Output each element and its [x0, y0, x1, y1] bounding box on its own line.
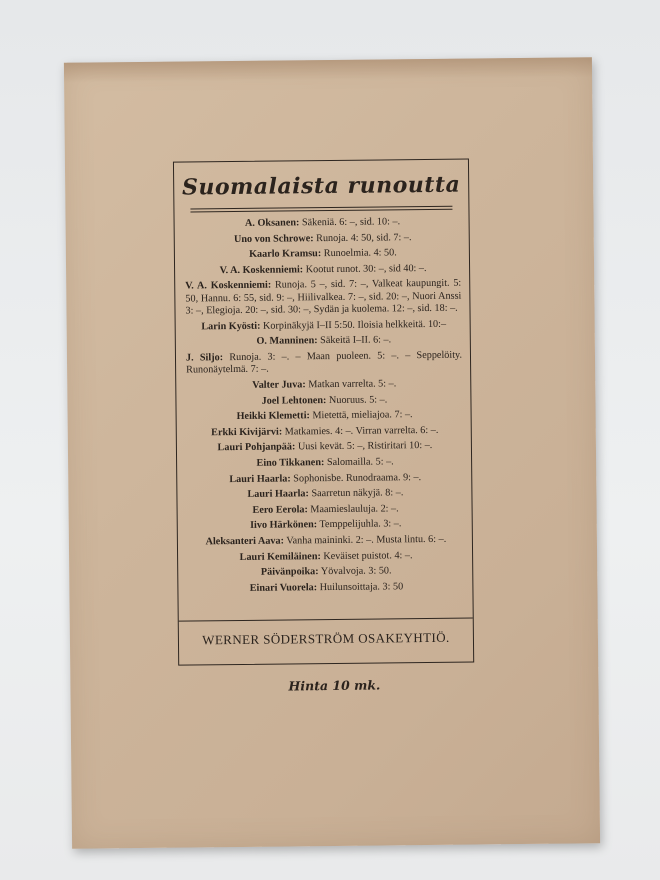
entry-author: Einari Vuorela: — [249, 581, 318, 594]
book-back-cover — [64, 57, 600, 848]
entry-titles: Mietettä, mieliajoa. 7: –. — [312, 409, 413, 422]
entry-titles: Runoelmia. 4: 50. — [323, 247, 397, 260]
entry-author: A. Oksanen: — [244, 217, 300, 229]
entry-titles: Huilunsoittaja. 3: 50 — [319, 580, 404, 593]
entry-author: Uno von Schrowe: — [233, 232, 314, 245]
entry-titles: Sophonisbe. Runodraama. 9: –. — [293, 471, 422, 484]
advertisement-panel — [173, 159, 474, 666]
entry-titles: Uusi kevät. 5: –, Ristiritari 10: –. — [297, 440, 433, 453]
book-entry — [187, 409, 463, 424]
book-entry — [185, 278, 461, 318]
entry-author: Heikki Klemetti: — [236, 410, 310, 423]
entry-author: Erkki Kivijärvi: — [211, 426, 283, 439]
book-entry — [188, 518, 464, 533]
entry-author: Lauri Haarla: — [247, 488, 309, 501]
entry-titles: Säkeniä. 6: –, sid. 10: –. — [301, 216, 401, 229]
book-entry — [185, 216, 461, 231]
book-entry — [186, 393, 462, 408]
book-entry — [188, 534, 464, 549]
book-entry — [186, 378, 462, 393]
book-entry — [186, 318, 462, 333]
book-entry — [187, 487, 463, 502]
book-list — [185, 216, 465, 599]
entry-titles: Vanha maininki. 2: –. Musta lintu. 6: –. — [286, 533, 447, 547]
entry-titles: Matkamies. 4: –. Virran varrelta. 6: –. — [284, 424, 439, 438]
entry-titles: Kootut runot. 30: –, sid 40: –. — [305, 262, 427, 276]
entry-titles: Saarretun näkyjä. 8: –. — [311, 487, 404, 500]
entry-author: Lauri Haarla: — [229, 472, 291, 485]
book-entry — [186, 334, 462, 349]
entry-titles: Säkeitä I–II. 6: –. — [320, 334, 392, 347]
book-entry — [187, 471, 463, 486]
book-entry — [185, 247, 461, 262]
book-entry — [185, 262, 461, 277]
book-entry — [187, 424, 463, 439]
entry-titles: Korpinäkyjä I–II 5:50. Iloisia helkkeitä. 10:– — [262, 318, 447, 332]
entry-author: Joel Lehtonen: — [261, 394, 327, 407]
publisher-name: WERNER SÖDERSTRÖM OSAKEYHTIÖ. — [202, 629, 450, 648]
price-label: Hinta 10 mk. — [288, 677, 381, 694]
entry-author: O. Manninen: — [256, 335, 318, 348]
entry-author: Eero Eerola: — [252, 503, 308, 516]
book-entry — [186, 350, 462, 378]
entry-titles: Matkan varrelta. 5: –. — [308, 378, 397, 391]
title-rule-bottom — [190, 209, 452, 213]
entry-author: J. Siljo: — [185, 352, 224, 364]
entry-titles: Keväiset puistot. 4: –. — [323, 549, 413, 562]
entry-titles: Maamieslauluja. 2: –. — [310, 503, 399, 515]
entry-author: V. A. Koskenniemi: — [219, 264, 304, 276]
entry-titles: Salomailla. 5: –. — [326, 456, 394, 468]
entry-titles: Temppelijuhla. 3: –. — [319, 518, 402, 531]
book-entry — [187, 440, 463, 455]
footer-rule — [179, 618, 473, 622]
entry-author: Lauri Pohjanpää: — [217, 441, 296, 454]
book-entry — [187, 456, 463, 471]
book-entry — [188, 565, 464, 580]
entry-titles: Yövalvoja. 3: 50. — [320, 565, 392, 578]
entry-author: Eino Tikkanen: — [256, 457, 325, 469]
entry-author: Kaarlo Kramsu: — [249, 248, 322, 261]
panel-title: Suomalaista runoutta — [181, 171, 461, 201]
entry-author: Larin Kyösti: — [201, 320, 261, 333]
entry-titles: Runoja. 5 –, sid. 7: –, Valkeat kaupungit. 5: 50, Hannu. 6: 55, sid. 9: –, Hiilivalkea. 7: –, sid. 20: –, Nuori Anssi 3: –, Elegioja. 20: –, sid. 30: –, Sydän ja kuolema. 12: –, sid. 18: –. — [185, 278, 462, 317]
entry-author: Valter Juva: — [252, 379, 306, 391]
entry-titles: Runoja. 3: –. – Maan puoleen. 5: –. – Seppelöity. Runonäytelmä. 7: –. — [186, 349, 463, 376]
book-entry — [185, 231, 461, 246]
entry-titles: Nuoruus. 5: –. — [328, 393, 388, 406]
entry-titles: Runoja. 4: 50, sid. 7: –. — [316, 231, 412, 244]
entry-author: Iivo Härkönen: — [250, 519, 318, 532]
entry-author: Päivänpoika: — [260, 566, 319, 578]
entry-author: V. A. Koskenniemi: — [185, 280, 272, 292]
book-entry — [188, 502, 464, 517]
entry-author: Lauri Kemiläinen: — [239, 550, 321, 563]
book-entry — [188, 549, 464, 564]
book-entry — [188, 580, 464, 595]
entry-author: Aleksanteri Aava: — [205, 535, 285, 548]
